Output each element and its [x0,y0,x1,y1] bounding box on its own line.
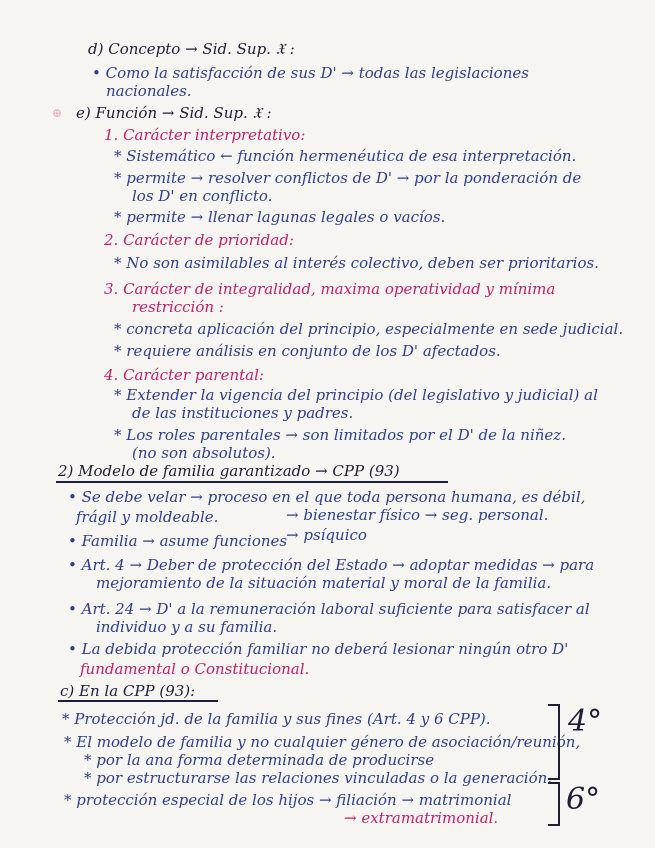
subheading-interpretativo: 1. Carácter interpretativo: [104,126,306,144]
text-line: * Sistemático ← función hermenéutica de esa interpretación. [114,147,577,165]
bracket [548,782,560,826]
text-line: * Protección jd. de la familia y sus fines (Art. 4 y 6 CPP). [62,710,491,728]
text-line-highlight: fundamental o Constitucional. [80,660,310,678]
text-line: • Se debe velar → proceso en el que toda persona humana, es débil, [68,488,586,506]
text-line: mejoramiento de la situación material y moral de la familia. [96,574,552,592]
bracket [548,704,560,780]
text-line: * permite → resolver conflictos de D' → por la ponderación de [114,169,582,187]
heading-en-la-cpp: c) En la CPP (93): [60,682,196,700]
heading-underline [58,700,218,702]
margin-mark: ⊕ [52,106,63,120]
article-number-4: 4° [568,704,603,739]
subheading-prioridad: 2. Carácter de prioridad: [104,231,294,249]
text-line: * por la ana forma determinada de producirse [84,751,435,769]
text-line: * Extender la vigencia del principio (del legislativo y judicial) al [114,386,598,404]
text-line: frágil y moldeable. [76,508,219,526]
text-line: * No son asimilables al interés colectivo, deben ser prioritarios. [114,254,599,272]
text-line: • Familia → asume funciones [68,532,288,550]
text-line: los D' en conflicto. [132,187,273,205]
text-line: * El modelo de familia y no cualquier género de asociación/reunión, [64,733,581,751]
subheading-integralidad: 3. Carácter de integralidad, maxima operatividad y mínima [104,280,556,298]
heading-funcion: e) Función → Sid. Sup. 𝔛 : [76,104,272,122]
article-number-6: 6° [566,782,601,817]
text-line: → bienestar físico → seg. personal. [286,506,549,524]
heading-underline [56,481,448,483]
text-line: * permite → llenar lagunas legales o vacíos. [114,208,446,226]
text-line: • Como la satisfacción de sus D' → todas las legislaciones [92,64,529,82]
text-line: individuo y a su familia. [96,618,278,636]
text-line: → psíquico [286,526,367,544]
text-line: → extramatrimonial. [344,809,499,827]
text-line: • La debida protección familiar no deberá lesionar ningún otro D' [68,640,569,658]
heading-modelo-familia: 2) Modelo de familia garantizado → CPP (93) [58,462,400,480]
text-line: • Art. 4 → Deber de protección del Estado → adoptar medidas → para [68,556,595,574]
text-line: nacionales. [106,82,192,100]
subheading-integralidad-cont: restricción : [132,298,224,316]
subheading-parental: 4. Carácter parental: [104,366,264,384]
text-line: (no son absolutos). [132,444,276,462]
text-line: • Art. 24 → D' a la remuneración laboral suficiente para satisfacer al [68,600,590,618]
text-line: * protección especial de los hijos → filiación → matrimonial [64,791,512,809]
text-line: * requiere análisis en conjunto de los D' afectados. [114,342,501,360]
text-line: de las instituciones y padres. [132,404,354,422]
heading-concepto: d) Concepto → Sid. Sup. 𝔛 : [88,40,295,58]
text-line: * concreta aplicación del principio, especialmente en sede judicial. [114,320,624,338]
text-line: * Los roles parentales → son limitados por el D' de la niñez. [114,426,566,444]
text-line: * por estructurarse las relaciones vinculadas o la generación. [84,769,553,787]
